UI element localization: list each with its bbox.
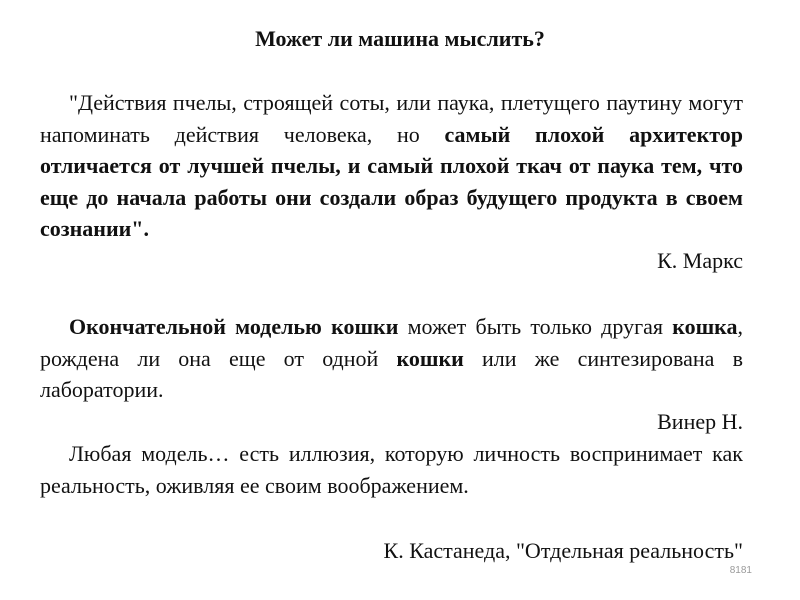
quote-wiener-text-1: может быть только другая: [398, 314, 673, 339]
quote-marx: [40, 87, 743, 245]
author-castaneda: К. Кастанеда, "Отдельная реальность": [383, 538, 743, 563]
quote-wiener-text-3: или же синтезирована в лаборатории.: [40, 345, 743, 402]
author-wiener: Винер Н.: [657, 409, 743, 434]
quote-marx-text: "Действия пчелы, строящей соты, или паука, плетущего паутину могут напоминать действия человека, но: [40, 90, 743, 147]
author-marx: К. Маркс: [657, 248, 743, 273]
page-number: 8181: [729, 565, 752, 576]
quote-marx-emphasis: самый плохой архитектор отличается от лучшей пчелы, и самый плохой ткач от паука тем, что еще до начала работы они создали образ будущего продукта в своем сознании".: [40, 121, 744, 241]
quote-wiener-emphasis-cats: кошки: [396, 345, 464, 371]
quote-wiener-emphasis-cat: кошка: [672, 314, 738, 339]
quote-wiener-text-2: , рождена ли она еще от одной: [40, 314, 744, 371]
quote-castaneda: Любая модель… есть иллюзия, которую личность воспринимает как реальность, оживляя ее своим воображением.: [40, 441, 743, 498]
quote-wiener-emphasis-model: Окончательной моделью кошки: [69, 314, 399, 339]
quote-wiener: [40, 311, 743, 406]
slide-title: Может ли машина мыслить?: [255, 26, 545, 51]
